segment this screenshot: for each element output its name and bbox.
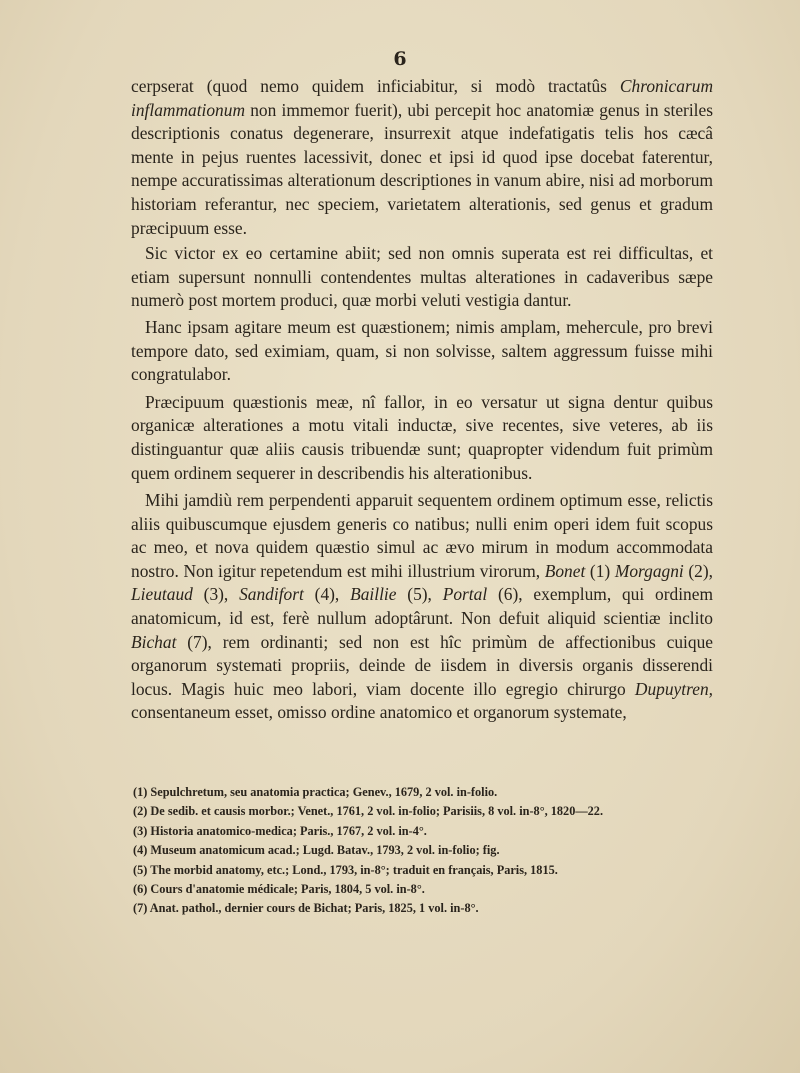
italic-text: Bichat xyxy=(131,631,177,652)
text-run: Mihi jamdiù rem perpendenti apparuit sequentem ordinem optimum esse, relictis aliis quibuscumque ejusdem generis co natibus; nulli enim operi idem fuit scopus ac meo, et nova quidem quæstio simul ac ævo mirum in modum accommodata nostro. Non igitur repetendum est mihi illustrium virorum, xyxy=(131,490,713,581)
italic-text: Dupuytren, xyxy=(634,678,713,699)
italic-text: Morgagni xyxy=(614,560,684,581)
footnote-divider xyxy=(131,768,713,769)
text-run: non immemor fuerit), ubi percepit hoc anatomiæ genus in steriles descriptionis conatus degenerare, insurrexit atque indefatigatis telis hos cæcâ mente in pejus ruentes lacessivit, donec et ipsi id quod ipse docebat faterentur, nempe accuratissimas alterationum descriptiones in vanum abire, nisi ad morborum historiam referantur, nec speciem, varietatem alterationis, sed genus et gradum præcipuum esse. xyxy=(131,99,713,238)
footnote: (6) Cours d'anatomie médicale; Paris, 1804, 5 vol. in-8°. xyxy=(133,882,425,897)
italic-text: Portal xyxy=(442,584,488,605)
italic-text: Lieutaud xyxy=(131,584,193,605)
text-run: (1) xyxy=(585,560,615,581)
text-run: Sic victor ex eo certamine abiit; sed non omnis superata est rei difficultas, et etiam supersunt nonnulli contendentes multas alterationes in cadaveribus sæpe numerò post mortem produci, quæ morbi veluti vestigia dantur. xyxy=(131,243,713,311)
footnote: (3) Historia anatomico-medica; Paris., 1767, 2 vol. in-4°. xyxy=(133,823,427,838)
footnote: (1) Sepulchretum, seu anatomia practica; Genev., 1679, 2 vol. in-folio. xyxy=(133,785,498,799)
text-run: (7), rem ordinanti; sed non est hîc primùm de affectionibus cuique organorum systemati propriis, deinde de iisdem in diversis organis disserendi locus. Magis huic meo labori, viam docente illo egregio chirurgo xyxy=(131,631,713,699)
paragraph xyxy=(131,242,713,313)
text-run: (4), xyxy=(303,584,351,605)
italic-text: Chronicarum inflammationum xyxy=(131,76,713,120)
footnote: (5) The morbid anatomy, etc.; Lond., 1793, in-8°; traduit en français, Paris, 1815. xyxy=(133,862,558,877)
footnote: (4) Museum anatomicum acad.; Lugd. Batav., 1793, 2 vol. in-folio; fig. xyxy=(133,843,500,858)
footnote: (7) Anat. pathol., dernier cours de Bichat; Paris, 1825, 1 vol. in-8°. xyxy=(133,901,479,916)
text-run: (6), exemplum, qui ordinem anatomicum, id est, ferè nullum adoptârunt. Non defuit aliquid scientiæ inclito xyxy=(131,584,713,629)
text-run: consentaneum esset, omisso ordine anatomico et organorum systemate, xyxy=(131,702,627,723)
text-run: (3), xyxy=(192,584,240,605)
text-run: (5), xyxy=(396,584,443,605)
footnote: (2) De sedib. et causis morbor.; Venet., 1761, 2 vol. in-folio; Parisiis, 8 vol. in-8°, 1820—22. xyxy=(133,804,604,819)
page-number: 6 xyxy=(393,48,407,70)
italic-text: Baillie xyxy=(350,584,397,605)
footnotes xyxy=(133,783,715,919)
text-run: cerpserat (quod nemo quidem inficiabitur, si modò tractatûs xyxy=(131,76,620,96)
paragraph xyxy=(131,316,713,387)
italic-text: Sandifort xyxy=(239,584,304,605)
text-run: Præcipuum quæstionis meæ, nî fallor, in eo versatur ut signa dentur quibus organicæ alterationes a motu vitali inductæ, sive recentes, sive veteres, ab iis distinguantur quæ aliis causis tribuendæ sunt; quapropter videndum fuit primùm quem ordinem sequerer in describendis his alterationibus. xyxy=(131,391,713,483)
paragraph xyxy=(131,489,713,725)
italic-text: Bonet xyxy=(544,560,586,581)
main-text xyxy=(131,75,713,725)
text-run: (2), xyxy=(683,560,713,581)
text-run: Hanc ipsam agitare meum est quæstionem; nimis amplam, mehercule, pro brevi tempore dato, sed eximiam, quam, si non solvisse, saltem aggressum fuisse mihi congratulabor. xyxy=(131,316,713,385)
paragraph xyxy=(131,75,713,240)
paragraph xyxy=(131,391,713,485)
